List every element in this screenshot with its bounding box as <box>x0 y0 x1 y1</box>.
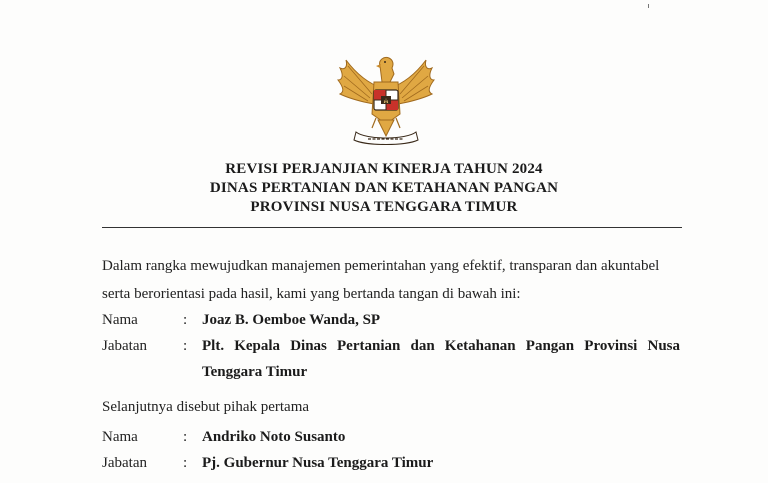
position-label: Jabatan <box>102 455 147 471</box>
header-divider <box>102 227 682 228</box>
title-line-3: PROVINSI NUSA TENGGARA TIMUR <box>250 199 518 215</box>
first-party-note: Selanjutnya disebut pihak pertama <box>102 399 310 415</box>
first-party-name: Joaz B. Oemboe Wanda, SP <box>202 312 381 328</box>
name-label: Nama <box>102 429 138 445</box>
second-party-position: Pj. Gubernur Nusa Tenggara Timur <box>202 455 434 471</box>
intro-paragraph-line-2: serta berorientasi pada hasil, kami yang bertanda tangan di bawah ini: <box>102 286 521 302</box>
title-line-1: REVISI PERJANJIAN KINERJA TAHUN 2024 <box>225 161 543 177</box>
position-label: Jabatan <box>102 338 147 354</box>
garuda-pancasila-emblem-icon <box>334 54 438 148</box>
name-label: Nama <box>102 312 138 328</box>
first-party-position-line-1: Plt. Kepala Dinas Pertanian dan Ketahanan Pangan Provinsi Nusa <box>202 338 680 354</box>
intro-paragraph-line-1: Dalam rangka mewujudkan manajemen pemerintahan yang efektif, transparan dan akuntabel <box>102 258 660 274</box>
separator: : <box>183 429 188 445</box>
scan-artifact <box>648 4 649 8</box>
first-party-position-line-2: Tenggara Timur <box>202 364 308 380</box>
separator: : <box>183 338 188 354</box>
separator: : <box>183 312 188 328</box>
separator: : <box>183 455 188 471</box>
second-party-name: Andriko Noto Susanto <box>202 429 346 445</box>
title-line-2: DINAS PERTANIAN DAN KETAHANAN PANGAN <box>209 180 559 196</box>
